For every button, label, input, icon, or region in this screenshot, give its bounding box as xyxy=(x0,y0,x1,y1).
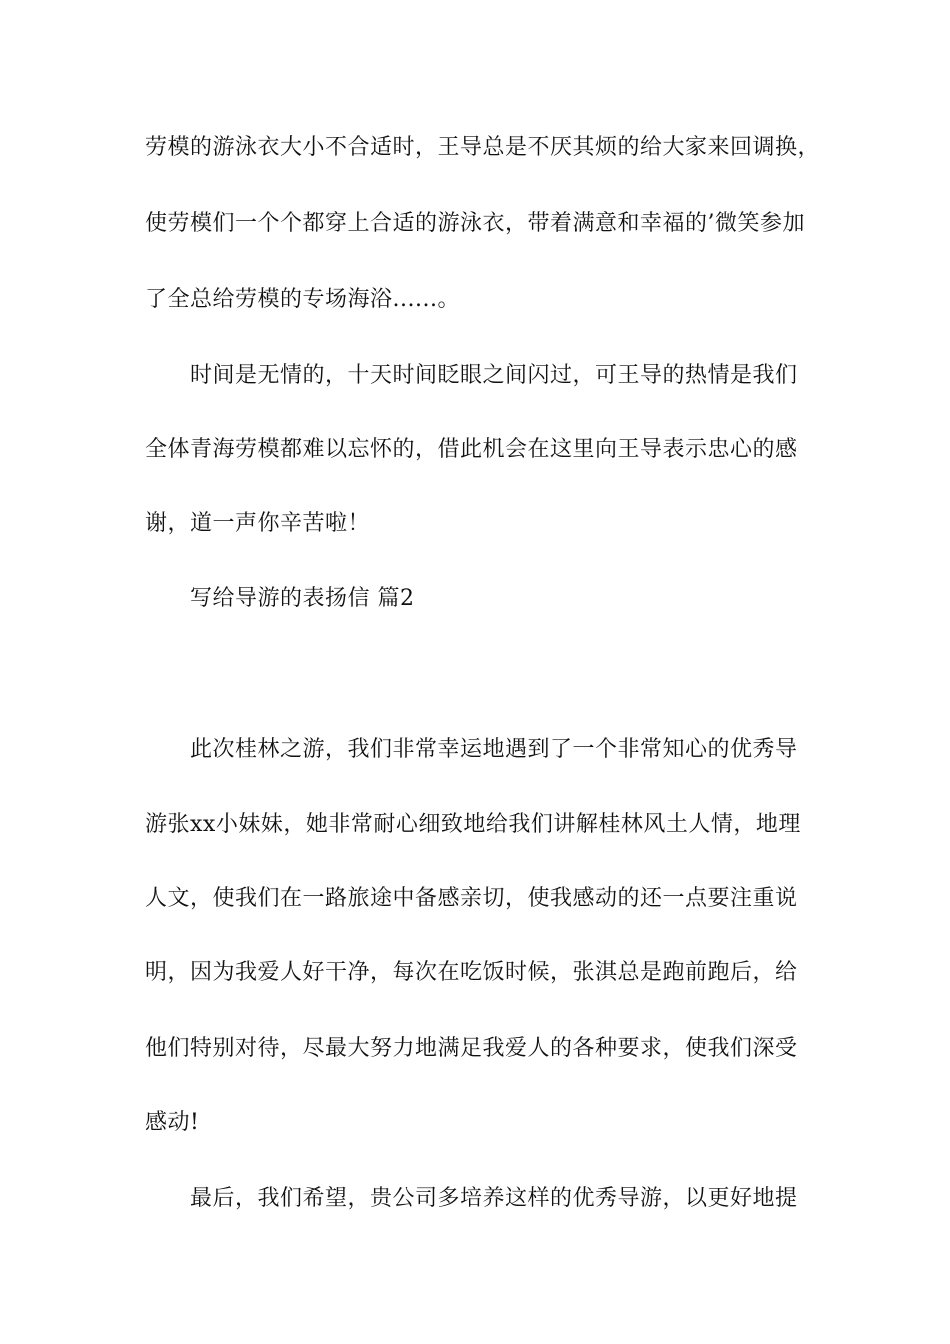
paragraph-line: 最后，我们希望，贵公司多培养这样的优秀导游，以更好地提 xyxy=(190,1186,798,1211)
paragraph-line: 感动! xyxy=(145,1110,200,1135)
paragraph-line: 此次桂林之游，我们非常幸运地遇到了一个非常知心的优秀导 xyxy=(190,737,798,762)
paragraph-line: 劳模的游泳衣大小不合适时，王导总是不厌其烦的给大家来回调换， xyxy=(145,135,821,160)
paragraph-line: 明，因为我爱人好干净，每次在吃饭时候，张淇总是跑前跑后，给 xyxy=(145,960,798,985)
section-heading: 写给导游的表扬信 篇2 xyxy=(190,586,415,611)
paragraph-line: 游张xx小妹妹，她非常耐心细致地给我们讲解桂林风土人情，地理 xyxy=(145,812,801,837)
paragraph-line: 他们特别对待，尽最大努力地满足我爱人的各种要求，使我们深受 xyxy=(145,1036,798,1061)
paragraph-line: 时间是无情的，十天时间眨眼之间闪过，可王导的热情是我们 xyxy=(190,363,798,388)
paragraph-line: 谢，道一声你辛苦啦！ xyxy=(145,511,371,536)
paragraph-line: 了全总给劳模的专场海浴......。 xyxy=(145,287,460,312)
paragraph-line: 使劳模们一个个都穿上合适的游泳衣，带着满意和幸福的’微笑参加 xyxy=(145,211,805,236)
paragraph-line: 全体青海劳模都难以忘怀的，借此机会在这里向王导表示忠心的感 xyxy=(145,437,798,462)
paragraph-line: 人文，使我们在一路旅途中备感亲切，使我感动的还一点要注重说 xyxy=(145,886,798,911)
